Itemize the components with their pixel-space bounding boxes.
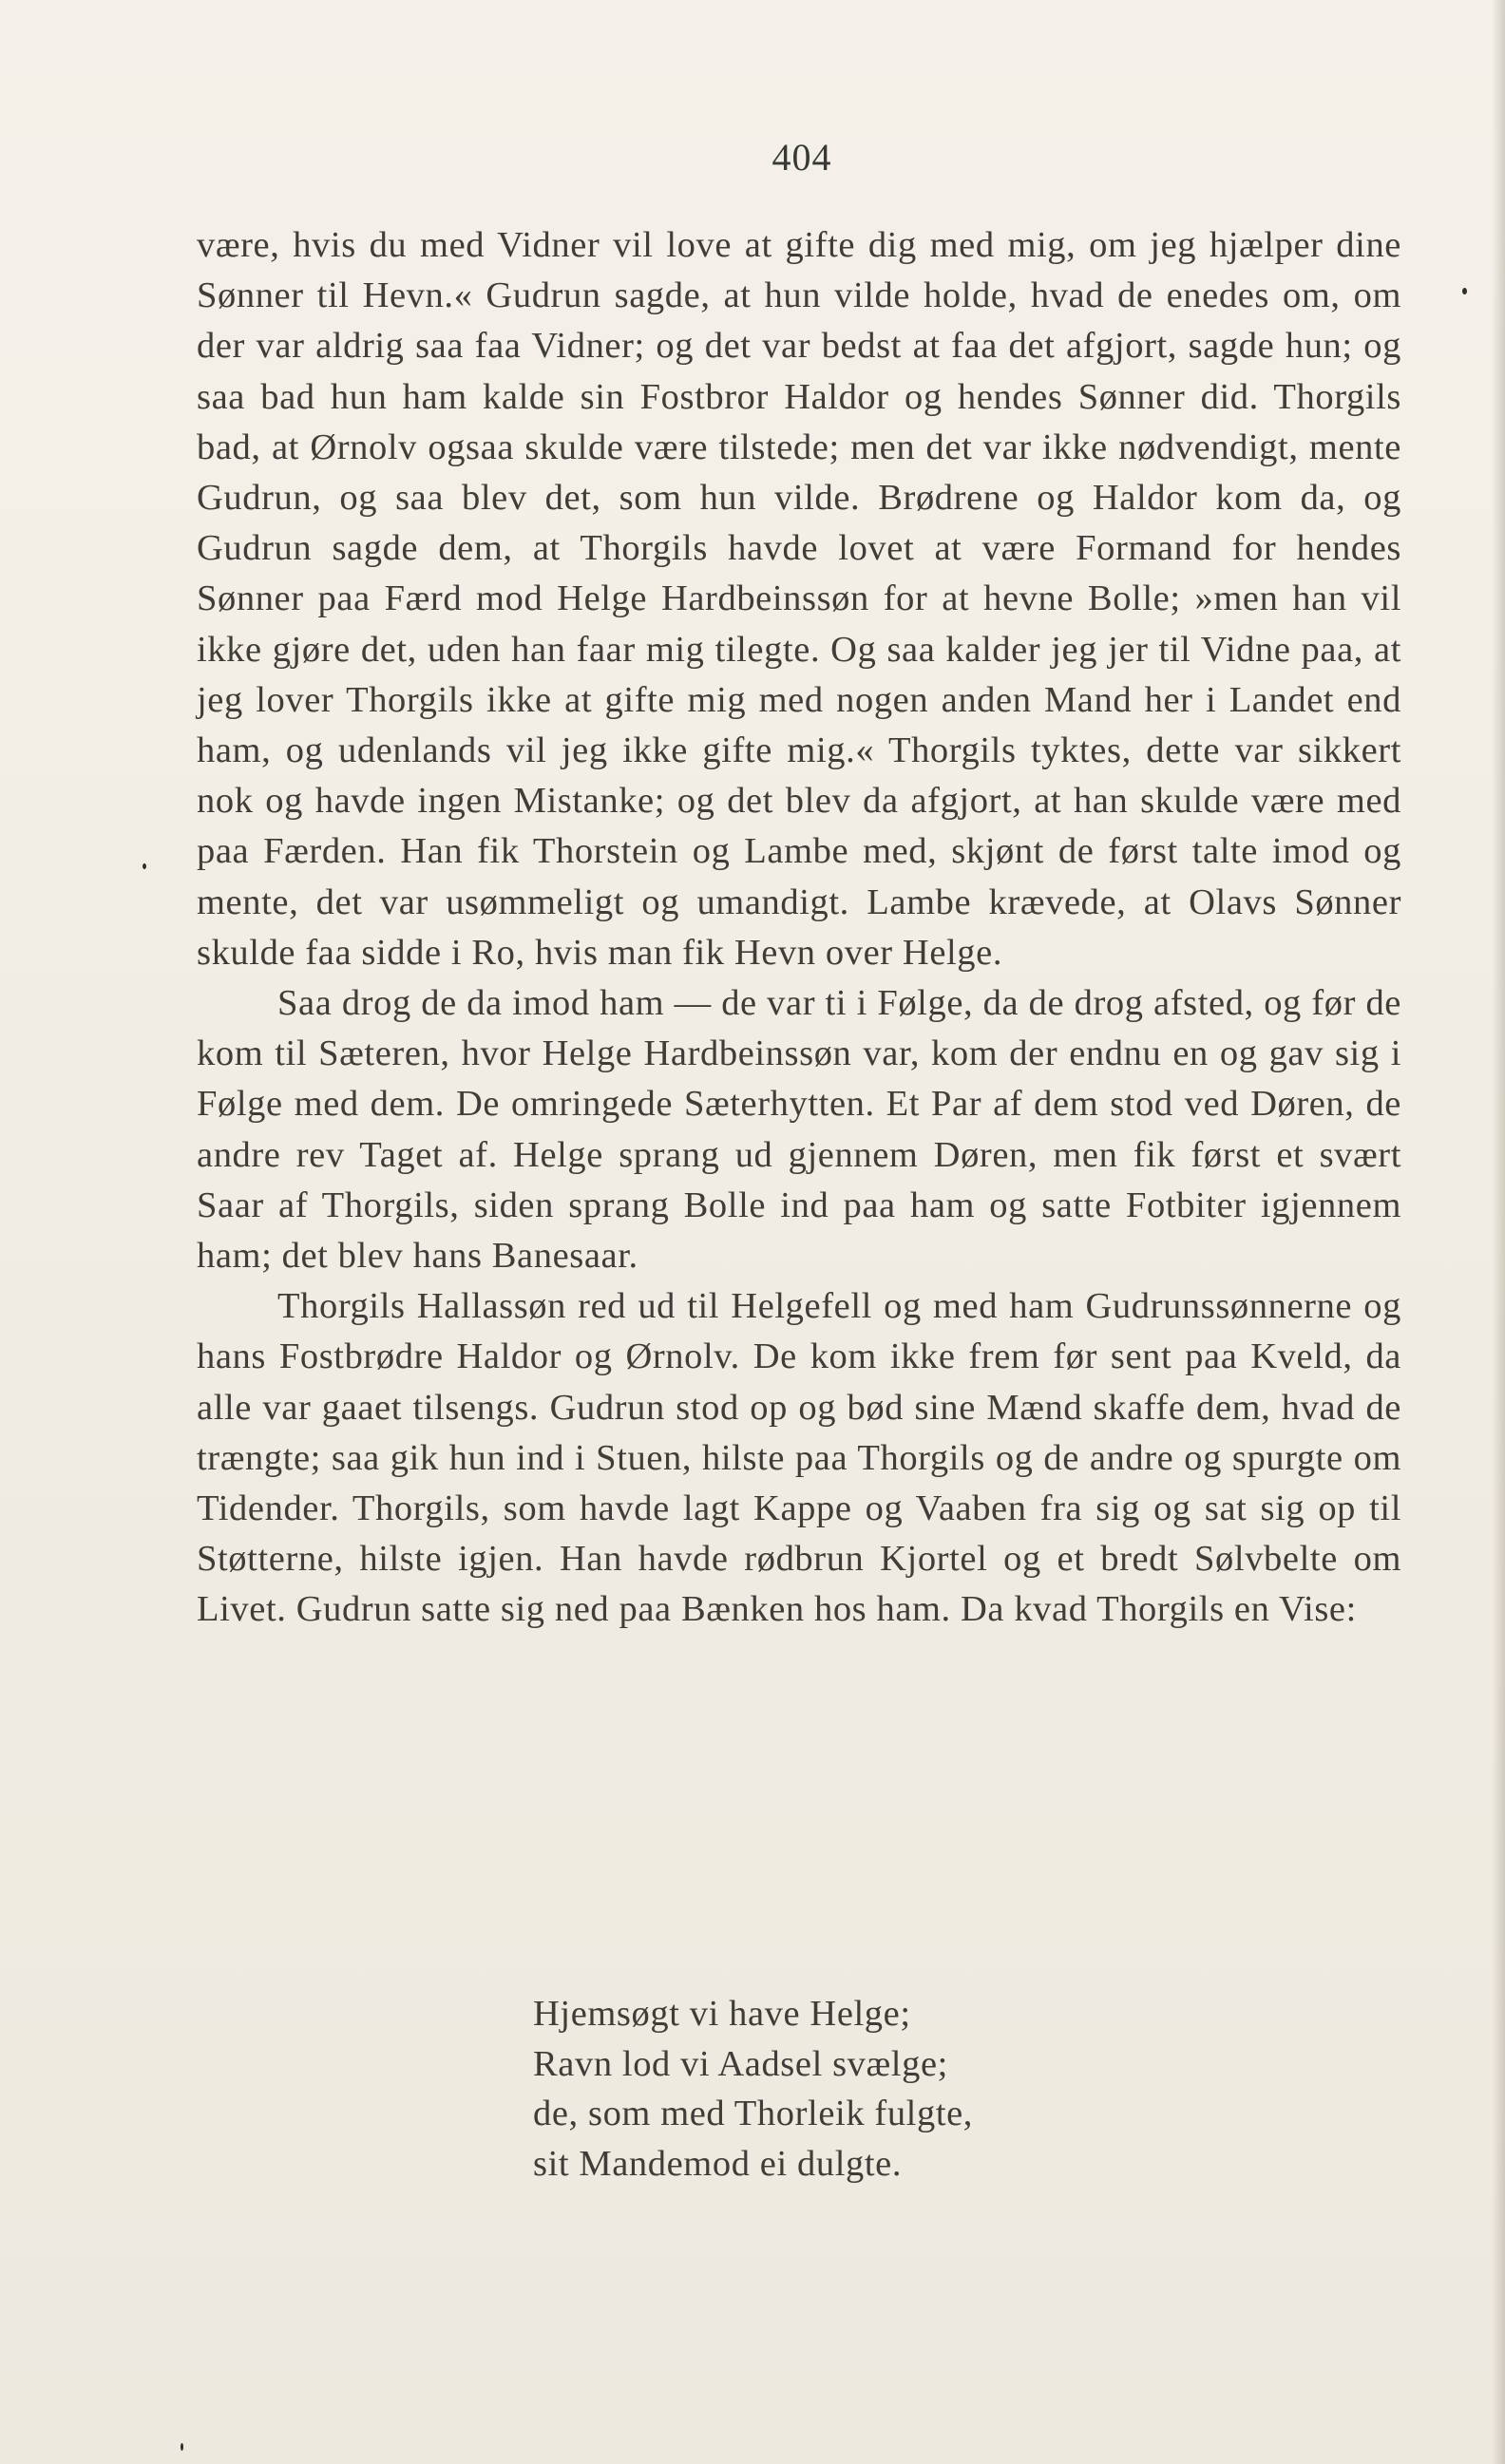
verse-block [533, 1989, 973, 2189]
verse-line-3: de, som med Thorleik fulgte, [533, 2094, 974, 2133]
ink-speck [143, 863, 146, 869]
paragraph-2: Saa drog de da imod ham — de var ti i Følge, da de drog afsted, og før de kom til Sæteren, hvor Helge Hardbeinssøn var, kom der endnu en og gav sig i Følge med dem. De omringede Sæterhytten. Et Par af dem stod ved Døren, de andre rev Taget af. Helge sprang ud gjennem Døren, men fik først et svært Saar af Thorgils, siden sprang Bolle ind paa ham og satte Fotbiter igjennem ham; det blev hans Banesaar. [197, 983, 1401, 1277]
ink-speck [181, 2443, 183, 2451]
verse-line-2: Ravn lod vi Aadsel svælge; [533, 2043, 948, 2084]
ink-speck [1462, 288, 1467, 294]
paragraph-1: være, hvis du med Vidner vil love at gifte dig med mig, om jeg hjælper dine Sønner til Hevn.« Gudrun sagde, at hun vilde holde, hvad de enedes om, om der var aldrig saa faa Vidner; og det var bedst at faa det afgjort, sagde hun; og saa bad hun ham kalde sin Fostbror Haldor og hendes Sønner did. Thorgils bad, at Ørnolv ogsaa skulde være tilstede; men det var ikke nødvendigt, mente Gudrun, og saa blev det, som hun vilde. Brødrene og Haldor kom da, og Gudrun sagde dem, at Thorgils havde lovet at være Formand for hendes Sønner paa Færd mod Helge Hardbeinssøn for at hevne Bolle; »men han vil ikke gjøre det, uden han faar mig tilegte. Og saa kalder jeg jer til Vidne paa, at jeg lover Thorgils ikke at gifte mig med nogen anden Mand her i Landet end ham, og udenlands vil jeg ikke gifte mig.« Thorgils tyktes, dette var sikkert nok og havde ingen Mistanke; og det blev da afgjort, at han skulde være med paa Færden. Han fik Thorstein og Lambe med, skjønt de først talte imod og mente, det var usømmeligt og umandigt. Lambe krævede, at Olavs Sønner skulde faa sidde i Ro, hvis man fik Hevn over Helge. [197, 225, 1401, 973]
verse-line-4: sit Mandemod ei dulgte. [533, 2143, 903, 2184]
page-edge-shadow [1492, 0, 1505, 2464]
paragraph-3: Thorgils Hallassøn red ud til Helgefell og med ham Gudrunssønnerne og hans Fostbrødre Haldor og Ørnolv. De kom ikke frem før sent paa Kveld, da alle var gaaet tilsengs. Gudrun stod op og bød sine Mænd skaffe dem, hvad de trængte; saa gik hun ind i Stuen, hilste paa Thorgils og de andre og spurgte om Tidender. Thorgils, som havde lagt Kappe og Vaaben fra sig og sat sig op til Støtterne, hilste igjen. Han havde rødbrun Kjortel og et bredt Sølvbelte om Livet. Gudrun satte sig ned paa Bænken hos ham. Da kvad Thorgils en Vise: [197, 1286, 1401, 1630]
body-text [197, 220, 1401, 1636]
page-number: 404 [772, 136, 832, 179]
verse-line-1: Hjemsøgt vi have Helge; [533, 1994, 911, 2034]
